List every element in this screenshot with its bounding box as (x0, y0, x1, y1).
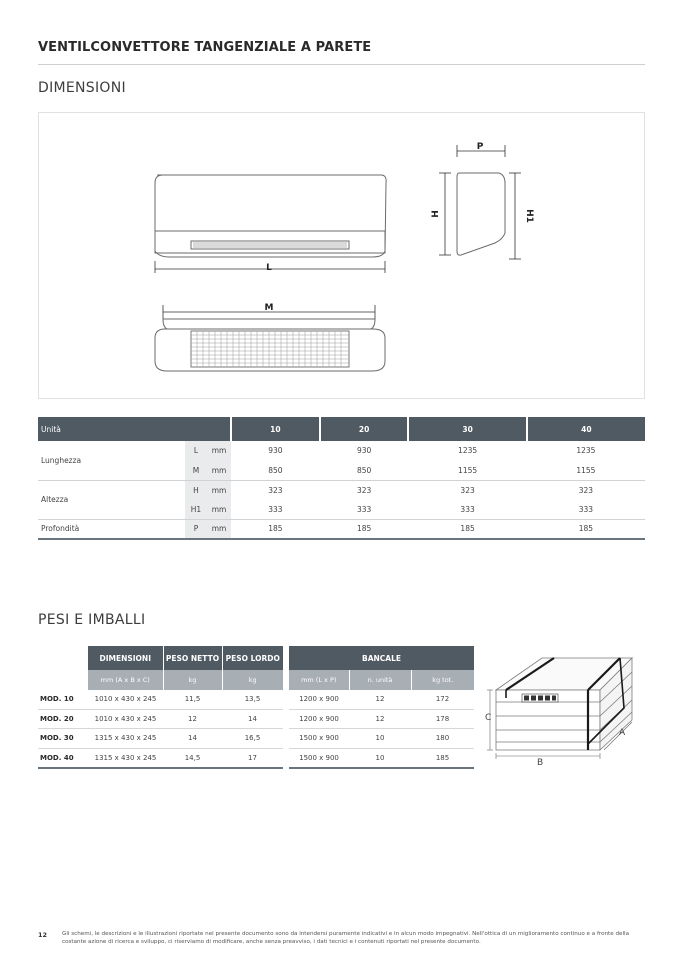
cell-net: 14 (163, 729, 222, 749)
header-model-40: 40 (527, 417, 645, 441)
row-unit: mm (207, 500, 231, 520)
label-H: H (431, 210, 441, 218)
label-P: P (476, 142, 484, 152)
cell-dim: 1315 x 430 x 245 (88, 748, 163, 768)
subheader-dim-mm: mm (A x B x C) (88, 670, 163, 690)
cell-value: 185 (527, 519, 645, 539)
subheader-pallet-units: n. unità (349, 670, 411, 690)
table-row (38, 729, 474, 749)
cell-total: 172 (411, 690, 474, 710)
row-symbol: H1 (185, 500, 207, 520)
table-row (38, 519, 645, 539)
subheader-gross-kg: kg (222, 670, 283, 690)
header-peso-netto: PESO NETTO (163, 646, 222, 670)
header-peso-lordo: PESO LORDO (222, 646, 283, 670)
model-label: MOD. 40 (38, 748, 88, 768)
row-label-profondita: Profondità (38, 519, 185, 539)
weights-table-header (38, 646, 474, 670)
model-label: MOD. 20 (38, 709, 88, 729)
label-L: L (266, 263, 272, 273)
cell-dim: 1315 x 430 x 245 (88, 729, 163, 749)
cell-value: 323 (356, 485, 372, 495)
dimension-drawing (38, 112, 645, 399)
row-label-lunghezza: Lunghezza (38, 441, 185, 480)
header-model-10: 10 (231, 417, 320, 441)
cell-total: 180 (411, 729, 474, 749)
label-M: M (264, 303, 274, 313)
cell-value: 333 (527, 500, 645, 520)
dimensions-table-header (38, 417, 645, 441)
weights-table-subheader (38, 670, 474, 690)
cell-pallet: 1500 x 900 (289, 748, 349, 768)
cell-value: 323 (578, 485, 594, 495)
cell-value: 323 (268, 485, 283, 495)
cell-value: 930 (356, 446, 372, 456)
cell-value: 185 (320, 519, 409, 539)
table-row (38, 709, 474, 729)
cell-units: 12 (349, 709, 411, 729)
model-label: MOD. 10 (38, 690, 88, 710)
cell-pallet: 1200 x 900 (289, 709, 349, 729)
subheader-pallet-mm: mm (L x P) (289, 670, 349, 690)
page-title: VENTILCONVETTORE TANGENZIALE A PARETE (38, 40, 372, 55)
package-label-C: C (485, 713, 492, 723)
cell-dim: 1010 x 430 x 245 (88, 690, 163, 710)
cell-value: 333 (231, 500, 320, 520)
row-unit: mm (207, 480, 231, 500)
row-unit: mm (207, 441, 231, 461)
row-unit: mm (207, 519, 231, 539)
section-title-weights: PESI E IMBALLI (38, 612, 146, 628)
cell-value: 1155 (527, 461, 645, 481)
cell-gross: 16,5 (222, 729, 283, 749)
row-unit: mm (207, 461, 231, 481)
table-row (38, 441, 645, 461)
page-number: 12 (38, 931, 48, 939)
row-symbol: L (185, 441, 207, 461)
label-H1: H1 (524, 209, 534, 223)
cell-value: 333 (408, 500, 526, 520)
row-label-altezza: Altezza (38, 480, 185, 519)
cell-units: 10 (349, 748, 411, 768)
cell-net: 11,5 (163, 690, 222, 710)
cell-value: 185 (231, 519, 320, 539)
cell-gross: 17 (222, 748, 283, 768)
cell-value: 323 (460, 485, 475, 495)
cell-net: 12 (163, 709, 222, 729)
header-bancale: BANCALE (289, 646, 474, 670)
cell-net: 14,5 (163, 748, 222, 768)
dimensions-table (38, 417, 645, 540)
subheader-pallet-kg: kg tot. (411, 670, 474, 690)
cell-value: 850 (231, 461, 320, 481)
row-symbol: P (185, 519, 207, 539)
model-label: MOD. 30 (38, 729, 88, 749)
cell-gross: 13,5 (222, 690, 283, 710)
title-divider (38, 64, 645, 65)
header-dimensioni: DIMENSIONI (88, 646, 163, 670)
cell-pallet: 1200 x 900 (289, 690, 349, 710)
package-label-A: A (619, 728, 626, 738)
package-drawing (482, 650, 642, 774)
cell-value: 1235 (458, 446, 478, 456)
header-model-30: 30 (408, 417, 526, 441)
cell-value: 930 (268, 446, 283, 456)
cell-total: 185 (411, 748, 474, 768)
subheader-net-kg: kg (163, 670, 222, 690)
table-row (38, 480, 645, 500)
cell-value: 850 (320, 461, 409, 481)
cell-dim: 1010 x 430 x 245 (88, 709, 163, 729)
package-label-B: B (537, 758, 544, 768)
cell-gross: 14 (222, 709, 283, 729)
cell-total: 178 (411, 709, 474, 729)
header-unit: Unità (38, 417, 231, 441)
row-symbol: M (185, 461, 207, 481)
table-row (38, 690, 474, 710)
cell-value: 185 (408, 519, 526, 539)
cell-value: 333 (320, 500, 409, 520)
dimension-line-H1 (509, 173, 521, 259)
front-view-drawing (155, 175, 386, 257)
row-symbol: H (185, 480, 207, 500)
header-model-20: 20 (320, 417, 409, 441)
table-row (38, 748, 474, 768)
cell-units: 10 (349, 729, 411, 749)
cell-pallet: 1500 x 900 (289, 729, 349, 749)
section-title-dimensions: DIMENSIONI (38, 80, 126, 96)
cell-units: 12 (349, 690, 411, 710)
cell-value: 1235 (576, 446, 596, 456)
weights-table (38, 646, 474, 769)
cell-value: 1155 (408, 461, 526, 481)
footer-disclaimer: Gli schemi, le descrizioni e le illustrazioni riportate nel presente documento sono da intendersi puramente indicativi e in alcun modo impegnativi. Nell'ottica di un miglioramento continuo e a fronte della costante azione di ricerca e sviluppo, ci riserviamo di modificare, anche senza preavviso, i dati tecnici e i contenuti riportati nel presente documento. (62, 931, 629, 945)
side-view-drawing (457, 173, 505, 255)
